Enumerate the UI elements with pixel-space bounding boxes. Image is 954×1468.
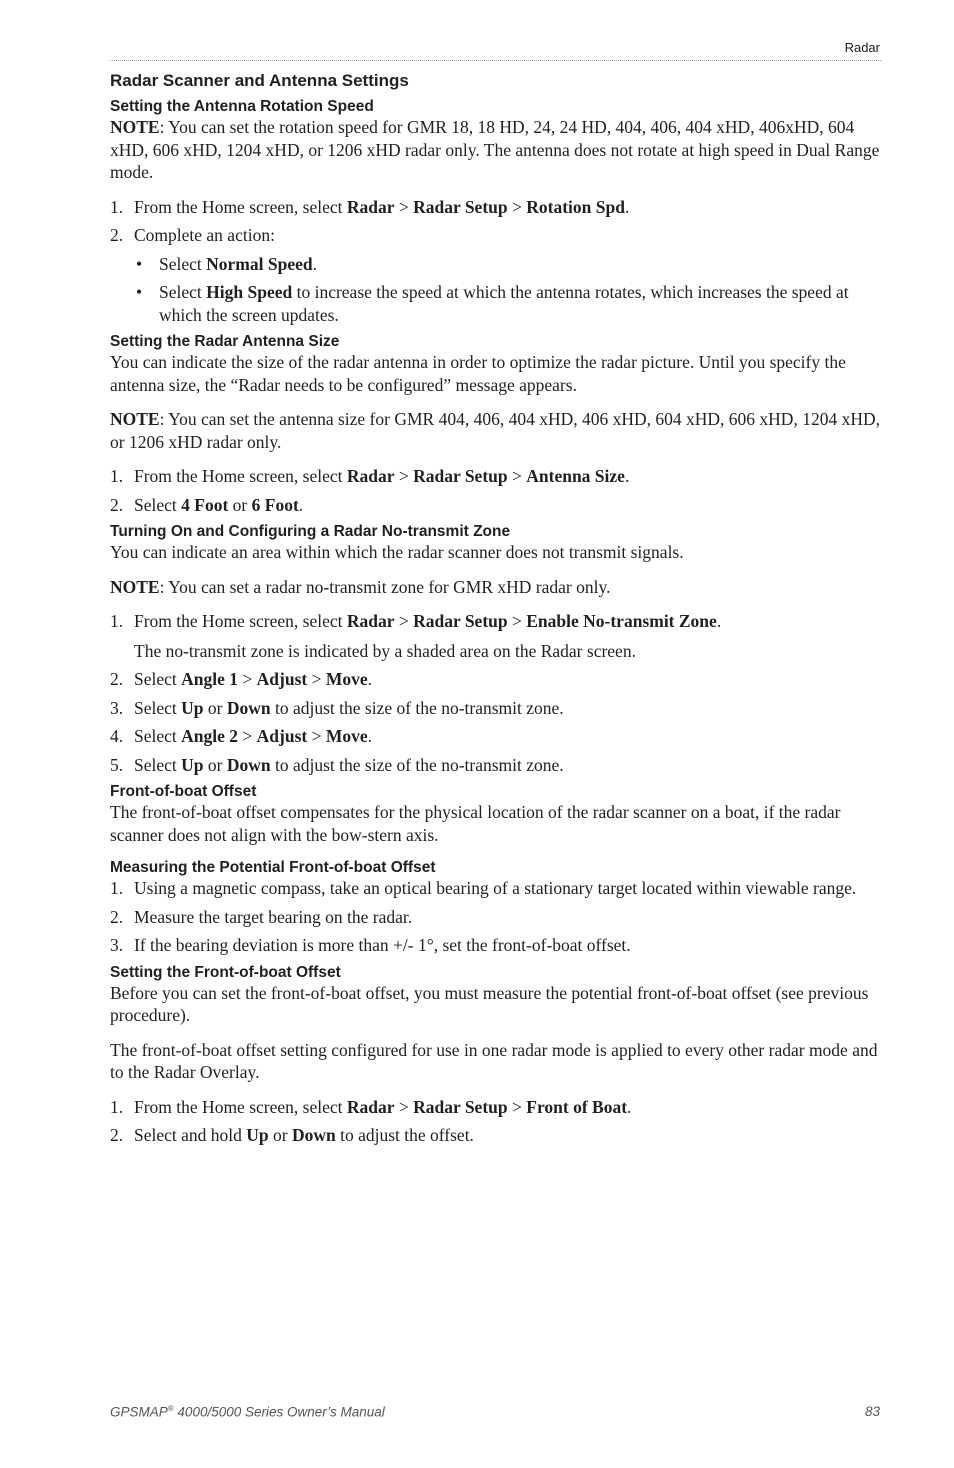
bullet-icon: • — [136, 282, 143, 302]
menu-path-item: Radar Setup — [413, 466, 508, 486]
path-separator: > — [307, 669, 326, 689]
path-separator: > — [507, 611, 527, 631]
menu-path-item: Angle 2 — [181, 726, 239, 746]
intro-paragraph: You can indicate an area within which the radar scanner does not transmit signals. — [110, 542, 684, 562]
menu-path-item: Radar — [346, 466, 395, 486]
bullet-text: to increase the speed at which the antenna rotates, which increases the speed at which the screen updates. — [159, 282, 849, 325]
footer-product: GPSMAP — [110, 1404, 168, 1420]
list-item — [110, 1124, 880, 1147]
option-name: High Speed — [206, 282, 293, 302]
path-separator: > — [238, 726, 257, 746]
step-text: From the Home screen, select — [134, 196, 347, 217]
menu-path-item: Adjust — [256, 726, 308, 746]
note-paragraph — [110, 408, 880, 453]
intro-paragraph: Before you can set the front-of-boat offset, you must measure the potential front-of-boat offset (see previous procedure). — [110, 982, 869, 1025]
step-text: . — [716, 611, 722, 631]
step-number: 2. — [110, 1125, 124, 1145]
note-text: : You can set a radar no-transmit zone for GMR xHD radar only. — [159, 576, 611, 597]
list-item — [110, 494, 880, 517]
menu-path-item: Adjust — [256, 669, 308, 689]
note-text: : You can set the rotation speed for GMR 18, 18 HD, 24, 24 HD, 404, 406, 404 xHD, 406xHD, 604 xHD, 606 xHD, 1204 xHD, or 1206 xHD radar only. The antenna does not rotate at high speed in Dual Range mode. — [110, 117, 880, 182]
step-text: From the Home screen, select — [134, 1096, 347, 1117]
list-item — [110, 754, 880, 777]
section-heading-no-transmit-zone: Turning On and Configuring a Radar No-transmit Zone — [110, 523, 511, 540]
path-separator: > — [238, 669, 257, 689]
step-text: . — [627, 1096, 632, 1117]
menu-path-item: Move — [325, 726, 368, 746]
step-number: 2. — [110, 669, 124, 689]
step-text: . — [624, 466, 630, 486]
bullet-text: . — [312, 253, 317, 274]
note-paragraph — [110, 116, 880, 184]
step-number: 2. — [110, 225, 124, 245]
step-text: . — [624, 196, 630, 217]
bullet-item — [134, 253, 880, 276]
page-title: Radar Scanner and Antenna Settings — [110, 71, 409, 90]
step-number: 4. — [110, 726, 124, 746]
registered-mark: ® — [167, 1404, 174, 1413]
bullet-text: Select — [159, 282, 207, 302]
step-text: Select and hold — [134, 1125, 247, 1145]
menu-path-item: Radar Setup — [413, 1096, 508, 1117]
menu-path-item: Radar — [346, 611, 395, 631]
list-item — [110, 196, 880, 219]
steps-list — [110, 1096, 880, 1147]
option-name: 4 Foot — [181, 494, 229, 515]
step-text: Select — [134, 726, 182, 746]
section-heading-setting-offset: Setting the Front-of-boat Offset — [110, 963, 341, 981]
step-text: . — [367, 726, 373, 746]
footer-manual-name: 4000/5000 Series Owner’s Manual — [173, 1404, 385, 1420]
step-text: Using a magnetic compass, take an optical bearing of a stationary target located within viewable range. — [134, 878, 857, 898]
step-text: to adjust the offset. — [335, 1125, 474, 1145]
header-divider — [110, 60, 881, 61]
section-heading-front-of-boat-offset: Front-of-boat Offset — [110, 783, 257, 800]
step-text: Select — [134, 494, 182, 515]
menu-path-item: Enable No-transmit Zone — [526, 611, 717, 631]
menu-path-item: Rotation Spd — [526, 196, 625, 217]
step-number: 3. — [110, 935, 124, 955]
step-number: 1. — [110, 466, 124, 486]
intro-paragraph: The front-of-boat offset compensates for the physical location of the radar scanner on a boat, if the radar scanner does not align with the bow-stern axis. — [110, 802, 841, 845]
path-separator: > — [507, 466, 527, 486]
menu-path-item: Antenna Size — [526, 466, 625, 486]
step-number: 1. — [110, 878, 124, 898]
option-name: Down — [226, 697, 271, 718]
path-separator: > — [307, 726, 326, 746]
note-label: NOTE — [110, 576, 160, 597]
bullet-icon: • — [136, 253, 143, 274]
option-name: Up — [181, 754, 204, 775]
path-separator: > — [394, 196, 414, 217]
list-item — [110, 224, 880, 326]
note-label: NOTE — [110, 117, 160, 137]
menu-path-item: Radar — [346, 1096, 395, 1117]
steps-list — [110, 877, 880, 957]
step-text: From the Home screen, select — [134, 466, 347, 486]
step-text: Select — [134, 669, 182, 689]
list-item — [110, 906, 880, 929]
path-separator: > — [507, 1096, 527, 1117]
list-item — [110, 668, 880, 691]
note-label: NOTE — [110, 409, 160, 429]
steps-list — [110, 610, 880, 776]
step-number: 2. — [110, 906, 124, 927]
steps-list — [110, 196, 880, 327]
step-number: 2. — [110, 494, 124, 515]
step-text: . — [367, 669, 373, 689]
page-number: 83 — [864, 1404, 880, 1419]
list-item — [110, 465, 880, 488]
step-number: 1. — [110, 196, 124, 217]
list-item — [110, 697, 880, 720]
menu-path-item: Radar Setup — [413, 611, 508, 631]
step-text: or — [203, 754, 227, 775]
path-separator: > — [507, 196, 527, 217]
list-item — [110, 610, 880, 662]
step-number: 3. — [110, 697, 124, 718]
section-heading-antenna-size: Setting the Radar Antenna Size — [110, 333, 340, 350]
page-content — [110, 70, 880, 1153]
option-name: Down — [291, 1125, 336, 1145]
path-separator: > — [394, 466, 414, 486]
intro-paragraph: You can indicate the size of the radar antenna in order to optimize the radar picture. Until you specify the antenna size, the “Radar needs to be configured” message appears. — [110, 352, 846, 395]
step-text: Select — [134, 697, 182, 718]
list-item — [110, 1096, 880, 1119]
steps-list — [110, 465, 880, 516]
step-text: Select — [134, 754, 182, 775]
note-text: : You can set the antenna size for GMR 404, 406, 404 xHD, 406 xHD, 604 xHD, 606 xHD, 1204 xHD, or 1206 xHD radar only. — [110, 409, 880, 452]
step-text: Measure the target bearing on the radar. — [134, 906, 413, 927]
step-text: . — [298, 494, 304, 515]
step-number: 1. — [110, 1096, 124, 1117]
list-item — [110, 725, 880, 748]
intro-paragraph: The front-of-boat offset setting configured for use in one radar mode is applied to every other radar mode and to the Radar Overlay. — [110, 1039, 878, 1082]
step-text: to adjust the size of the no-transmit zone. — [270, 697, 564, 718]
section-heading-rotation-speed: Setting the Antenna Rotation Speed — [110, 98, 374, 115]
option-name: Up — [246, 1125, 269, 1145]
menu-path-item: Front of Boat — [526, 1096, 628, 1117]
option-name: 6 Foot — [251, 494, 299, 515]
step-text: to adjust the size of the no-transmit zone. — [270, 754, 564, 775]
option-name: Normal Speed — [206, 253, 313, 274]
step-text: From the Home screen, select — [134, 611, 347, 631]
menu-path-item: Radar — [346, 196, 395, 217]
menu-path-item: Move — [325, 669, 368, 689]
menu-path-item: Angle 1 — [181, 669, 239, 689]
step-text: or — [228, 494, 252, 515]
path-separator: > — [394, 611, 414, 631]
bullet-list — [134, 253, 880, 327]
list-item — [110, 934, 880, 957]
step-text: or — [268, 1125, 292, 1145]
menu-path-item: Radar Setup — [413, 196, 508, 217]
step-text: Complete an action: — [134, 225, 275, 245]
list-item — [110, 877, 880, 900]
step-number: 1. — [110, 611, 124, 631]
footer-manual-title — [110, 1404, 385, 1420]
option-name: Down — [226, 754, 271, 775]
section-heading-measuring-offset: Measuring the Potential Front-of-boat Offset — [110, 859, 436, 876]
step-result-text: The no-transmit zone is indicated by a shaded area on the Radar screen. — [134, 640, 636, 661]
path-separator: > — [394, 1096, 414, 1117]
option-name: Up — [181, 697, 204, 718]
running-header: Radar — [844, 40, 880, 55]
step-text: If the bearing deviation is more than +/- 1°, set the front-of-boat offset. — [134, 935, 631, 955]
bullet-item — [134, 281, 880, 326]
step-number: 5. — [110, 754, 124, 775]
note-paragraph — [110, 576, 880, 599]
step-text: or — [203, 697, 227, 718]
bullet-text: Select — [159, 253, 207, 274]
